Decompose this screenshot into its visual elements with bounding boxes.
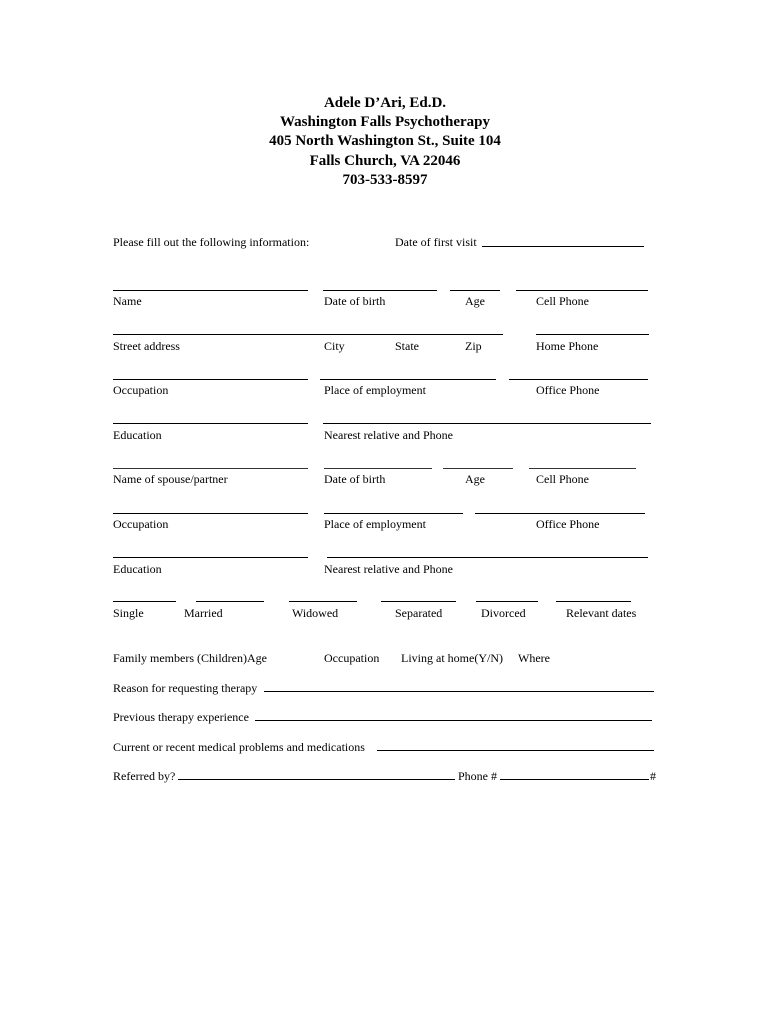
practice-phone: 703-533-8597 [342,171,428,188]
therapist-name: Adele D’Ari, Ed.D. [323,95,447,111]
office-phone-field[interactable] [509,379,648,380]
previous-therapy-label: Previous therapy experience [113,710,249,724]
spouse-age-field[interactable] [443,468,513,469]
instructions-text: Please fill out the following information: [113,235,310,249]
cell-phone-label: Cell Phone [536,294,589,308]
medical-field[interactable] [377,750,654,751]
name-label: Name [113,294,142,308]
cell-phone-field[interactable] [516,290,648,291]
spouse-occupation-label: Occupation [113,517,169,531]
relative-field[interactable] [323,423,651,424]
divorced-field[interactable] [476,601,538,602]
divorced-label: Divorced [481,606,526,620]
practice-name: Washington Falls Psychotherapy [279,114,491,131]
spouse-label: Name of spouse/partner [113,472,228,486]
previous-therapy-field[interactable] [255,720,652,721]
married-field[interactable] [196,601,264,602]
where-label: Where [518,651,550,665]
referred-by-field[interactable] [178,779,455,780]
referred-by-label: Referred by? [113,769,176,783]
spouse-office-phone-label: Office Phone [536,517,600,531]
medical-label: Current or recent medical problems and medications [113,740,365,754]
spouse-employment-label: Place of employment [324,517,426,531]
referral-phone-label: Phone # [458,769,497,783]
education-field[interactable] [113,423,308,424]
age-field[interactable] [450,290,500,291]
spouse-cell-field[interactable] [529,468,636,469]
occupation-field[interactable] [113,379,308,380]
married-label: Married [184,606,223,620]
spouse-dob-label: Date of birth [324,472,386,486]
widowed-label: Widowed [292,606,339,620]
referral-phone-field[interactable] [500,779,649,780]
living-at-home-label: Living at home(Y/N) [401,651,503,665]
state-label: State [395,339,419,353]
employment-label: Place of employment [324,383,426,397]
home-phone-field[interactable] [536,334,649,335]
hash-mark: # [650,769,656,783]
spouse-office-phone-field[interactable] [475,513,645,514]
family-occupation-label: Occupation [324,651,380,665]
occupation-label: Occupation [113,383,169,397]
street-address-label: Street address [113,339,180,353]
spouse-age-label: Age [465,472,485,486]
dob-label: Date of birth [324,294,386,308]
widowed-field[interactable] [289,601,357,602]
practice-street: 405 North Washington St., Suite 104 [269,133,501,150]
city-label: City [324,339,345,353]
separated-field[interactable] [381,601,456,602]
single-field[interactable] [113,601,176,602]
relative-label: Nearest relative and Phone [324,428,453,442]
reason-field[interactable] [264,691,654,692]
address-field[interactable] [113,334,503,335]
spouse-dob-field[interactable] [324,468,432,469]
spouse-occupation-field[interactable] [113,513,308,514]
separated-label: Separated [395,606,443,620]
relevant-dates-field[interactable] [556,601,631,602]
relevant-dates-label: Relevant dates [566,606,637,620]
spouse-name-field[interactable] [113,468,308,469]
home-phone-label: Home Phone [536,339,599,353]
spouse-cell-label: Cell Phone [536,472,589,486]
zip-label: Zip [465,339,482,353]
first-visit-label: Date of first visit [395,235,477,249]
spouse-relative-label: Nearest relative and Phone [324,562,453,576]
practice-city: Falls Church, VA 22046 [309,152,461,169]
family-members-label: Family members (Children)Age [113,651,267,665]
spouse-relative-field[interactable] [327,557,648,558]
reason-label: Reason for requesting therapy [113,681,258,695]
dob-field[interactable] [323,290,437,291]
education-label: Education [113,428,162,442]
single-label: Single [113,606,144,620]
spouse-education-field[interactable] [113,557,308,558]
spouse-education-label: Education [113,562,162,576]
letterhead [0,94,770,190]
office-phone-label: Office Phone [536,383,600,397]
age-label: Age [465,294,485,308]
first-visit-field[interactable] [482,246,644,247]
employment-field[interactable] [320,379,496,380]
spouse-employment-field[interactable] [324,513,463,514]
name-field[interactable] [113,290,308,291]
